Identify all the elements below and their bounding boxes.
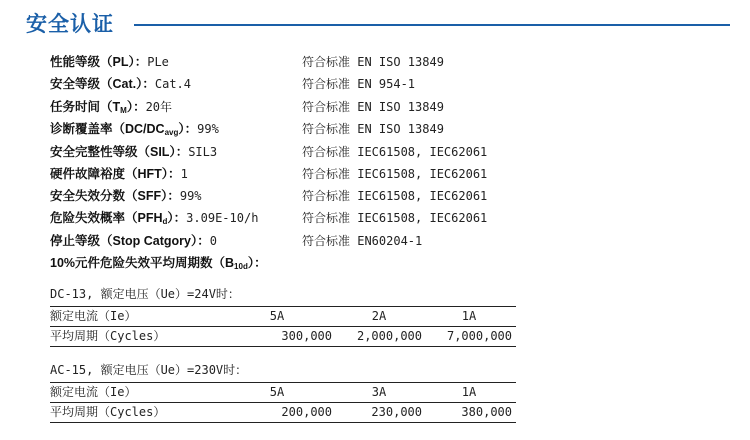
table-row: [50, 327, 516, 347]
spec-label: 安全等级（Cat.）：: [50, 77, 155, 91]
spec-standard: 符合标准 EN 954-1: [302, 77, 416, 91]
table-cell: 5A: [222, 307, 336, 327]
table-row: [50, 307, 516, 327]
table-cell: 3A: [336, 383, 426, 403]
spec-value: 1: [180, 167, 188, 181]
table-cell: 2,000,000: [336, 327, 426, 347]
spec-label: 性能等级（PL）：: [50, 55, 148, 69]
table-cell: 平均周期（Cycles）: [50, 403, 222, 423]
spec-standard: 符合标准 IEC61508, IEC62061: [302, 145, 488, 159]
spec-standard: 符合标准 EN ISO 13849: [302, 122, 444, 136]
table-cell: 300,000: [222, 327, 336, 347]
table-cell: 额定电流（Ie）: [50, 307, 222, 327]
spec-row-b10d: [50, 252, 267, 274]
spec-value: SIL3: [188, 145, 218, 159]
table-cell: 200,000: [222, 403, 336, 423]
spec-standard: 符合标准 IEC61508, IEC62061: [302, 167, 488, 181]
spec-row-hft: [50, 163, 188, 185]
section-header: [26, 8, 730, 42]
spec-label: 安全完整性等级（SIL）：: [50, 145, 189, 159]
spec-row-tm: [50, 96, 172, 118]
spec-row-sil: [50, 141, 217, 163]
table-cell: 5A: [222, 383, 336, 403]
table-row: [50, 403, 516, 423]
spec-standard: 符合标准 IEC61508, IEC62061: [302, 211, 488, 225]
spec-standard: 符合标准 EN60204-1: [302, 234, 423, 248]
spec-label: 任务时间$(T_M)$：: [50, 100, 146, 115]
spec-value: 0: [209, 234, 217, 248]
table-cell: 额定电流（Ie）: [50, 383, 222, 403]
table-caption-dc13: DC-13, 额定电压（Ue）=24V时：: [50, 287, 240, 301]
spec-row-sff: [50, 185, 202, 207]
spec-row-dc: [50, 118, 219, 140]
spec-label: 10%元件危险失效平均周期数$(B_{10d})$：: [50, 256, 267, 271]
spec-standard: 符合标准 EN ISO 13849: [302, 55, 444, 69]
table-caption-ac15: AC-15, 额定电压（Ue）=230V时：: [50, 363, 248, 377]
spec-value: Cat.4: [154, 77, 191, 91]
spec-row-cat: [50, 73, 191, 95]
table-row: [50, 383, 516, 403]
spec-label: 诊断覆盖率$(DC/DC_{avg})$：: [50, 122, 198, 137]
spec-row-pfh: [50, 207, 258, 229]
section-title: 安全认证: [26, 12, 114, 36]
spec-value: 99%: [197, 122, 219, 136]
spec-row-pl: [50, 51, 169, 73]
spec-label: 危险失效概率$(PFH_d)$：: [50, 211, 187, 226]
spec-value: 3.09E-10/h: [186, 211, 259, 225]
table-cell: 2A: [336, 307, 426, 327]
spec-label: 停止等级（Stop Catgory）：: [50, 234, 210, 248]
cycles-table-ac15: [50, 382, 516, 423]
spec-value: 99%: [179, 189, 202, 203]
spec-value: PLe: [147, 55, 169, 69]
title-rule: [134, 24, 730, 26]
spec-row-stop: [50, 230, 217, 252]
cycles-table-dc13: [50, 306, 516, 347]
table-cell: 230,000: [336, 403, 426, 423]
table-cell: 1A: [426, 383, 516, 403]
table-cell: 平均周期（Cycles）: [50, 327, 222, 347]
table-cell: 7,000,000: [426, 327, 516, 347]
spec-standard: 符合标准 EN ISO 13849: [302, 100, 444, 114]
spec-label: 硬件故障裕度（HFT）：: [50, 167, 181, 181]
spec-label: 安全失效分数（SFF）：: [50, 189, 180, 203]
table-cell: 380,000: [426, 403, 516, 423]
spec-standard: 符合标准 IEC61508, IEC62061: [302, 189, 488, 203]
spec-value: 20年: [145, 100, 173, 114]
table-cell: 1A: [426, 307, 516, 327]
